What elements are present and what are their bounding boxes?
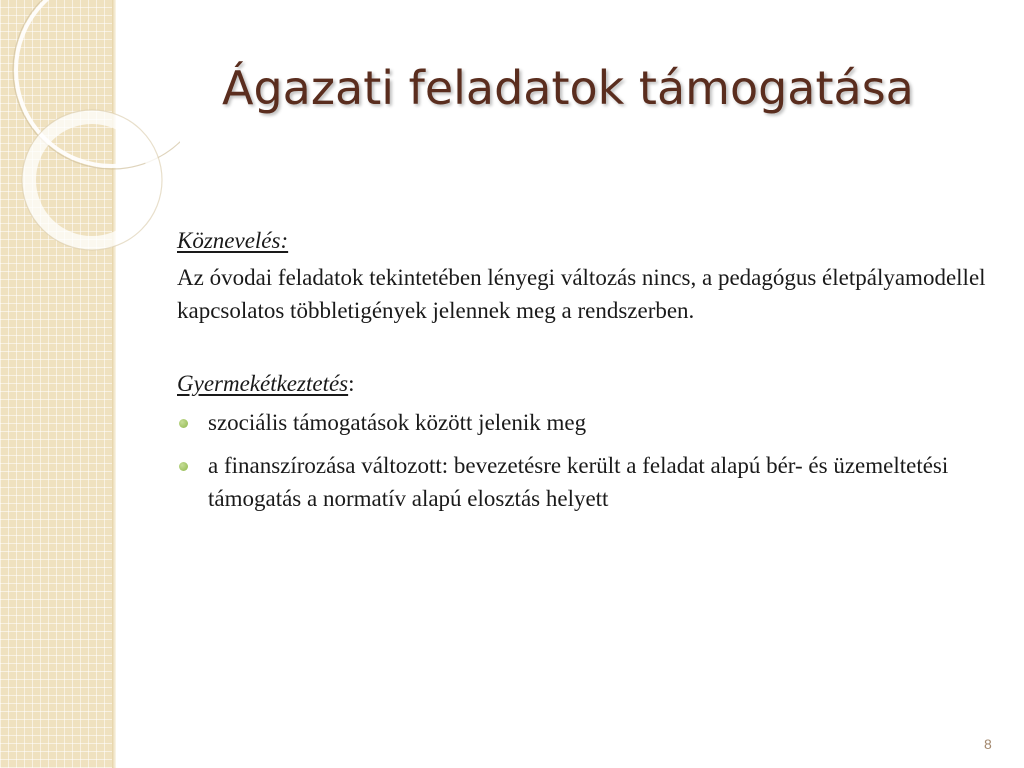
heading-gyermekkeztetes-label: Gyermekétkeztetés bbox=[177, 371, 349, 396]
heading-kozneveles-label: Köznevelés: bbox=[177, 228, 289, 253]
bullet-text: szociális támogatások között jelenik meg bbox=[208, 410, 587, 435]
section-heading-gyermekkeztetes bbox=[177, 367, 987, 400]
heading-gyermekkeztetes-colon: : bbox=[348, 371, 355, 396]
bullet-text: a finanszírozása változott: bevezetésre került a feladat alapú bér- és üzemeltetési támogatás a normatív alapú elosztás helyett bbox=[208, 453, 949, 511]
list-item bbox=[177, 449, 987, 515]
green-dot-bullet-icon bbox=[179, 419, 188, 428]
page-title: Ágazati feladatok támogatása bbox=[222, 61, 914, 115]
paragraph-kozneveles: Az óvodai feladatok tekintetében lényegi változás nincs, a pedagógus életpályamodellel kapcsolatos többletigények jelennek meg a rendszerben. bbox=[177, 265, 986, 323]
slide-content bbox=[177, 224, 987, 525]
list-item bbox=[177, 406, 987, 439]
decorative-rings-icon bbox=[0, 0, 180, 260]
section-spacer bbox=[177, 327, 987, 367]
bullet-list bbox=[177, 406, 987, 515]
green-dot-bullet-icon bbox=[179, 462, 188, 471]
page-number: 8 bbox=[984, 736, 992, 752]
section-heading-kozneveles bbox=[177, 224, 987, 257]
